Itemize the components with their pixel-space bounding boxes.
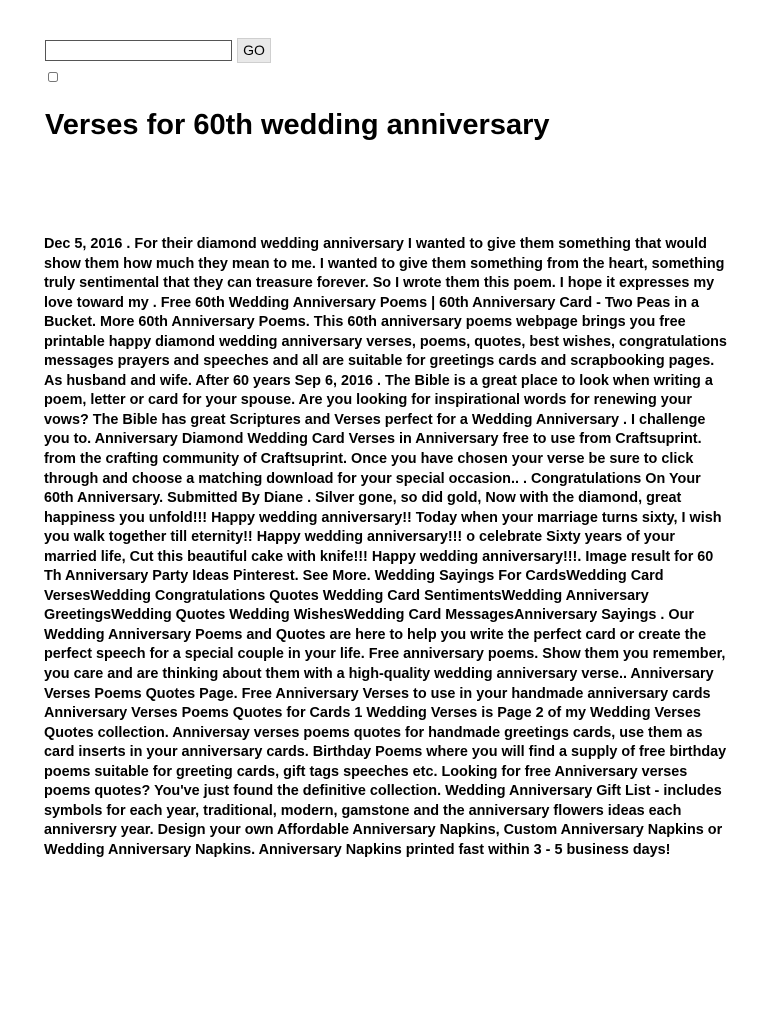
page-title: Verses for 60th wedding anniversary	[45, 109, 550, 141]
go-button[interactable]: GO	[237, 38, 271, 63]
article-body: Dec 5, 2016 . For their diamond wedding anniversary I wanted to give them something that would show them how much they mean to me. I wanted to give them something from the heart, something truly sentimental that they can treasure forever. So I wrote them this poem. I hope it expresses my love toward my . Free 60th Wedding Anniversary Poems | 60th Anniversary Card - Two Peas in a Bucket. More 60th Anniversary Poems. This 60th anniversary poems webpage brings you free printable happy diamond wedding anniversary verses, poems, quotes, best wishes, congratulations messages prayers and speeches and all are suitable for greetings cards and scrapbooking pages. As husband and wife. After 60 years Sep 6, 2016 . The Bible is a great place to look when writing a poem, letter or card for your spouse. Are you looking for inspirational words for renewing your vows? The Bible has great Scriptures and Verses perfect for a Wedding Anniversary . I challenge you to. Anniversary Diamond Wedding Card Verses in Anniversary free to use from Craftsuprint. from the crafting community of Craftsuprint. Once you have chosen your verse be sure to click through and choose a matching download for your special occasion.. . Congratulations On Your 60th Anniversary. Submitted By Diane . Silver gone, so did gold, Now with the diamond, great happiness you unfold!!! Happy wedding anniversary!! Today when your marriage turns sixty, I wish you walk together till eternity!! Happy wedding anniversary!!! o celebrate Sixty years of your married life, Cut this beautiful cake with knife!!! Happy wedding anniversary!!!. Image result for 60 Th Anniversary Party Ideas Pinterest. See More. Wedding Sayings For CardsWedding Card VersesWedding Congratulations Quotes Wedding Card SentimentsWedding Anniversary GreetingsWedding Quotes Wedding WishesWedding Card MessagesAnniversary Sayings . Our Wedding Anniversary Poems and Quotes are here to help you write the perfect card or create the perfect speech for a special couple in your life. Free anniversary poems. Show them you remember, you care and are thinking about them with a high-quality wedding anniversary verse.. Anniversary Verses Poems Quotes Page. Free Anniversary Verses to use in your handmade anniversary cards Anniversary Verses Poems Quotes for Cards 1 Wedding Verses is Page 2 of my Wedding Verses Quotes collection. Anniversay verses poems quotes for handmade greetings cards, use them as card inserts in your anniversary cards. Birthday Poems where you will find a supply of free birthday poems suitable for greeting cards, gift tags speeches etc. Looking for free Anniversary verses poems quotes? You've just found the definitive collection. Wedding Anniversary Gift List - includes symbols for each year, traditional, modern, gamstone and the anniversary flowers ideas each anniversry year. Design your own Affordable Anniversary Napkins, Custom Anniversary Napkins or Wedding Anniversary Napkins. Anniversary Napkins printed fast within 3 - 5 business days!	[44, 236, 727, 858]
checkbox[interactable]	[48, 72, 58, 82]
search-bar	[45, 38, 271, 63]
search-input[interactable]	[45, 40, 232, 61]
